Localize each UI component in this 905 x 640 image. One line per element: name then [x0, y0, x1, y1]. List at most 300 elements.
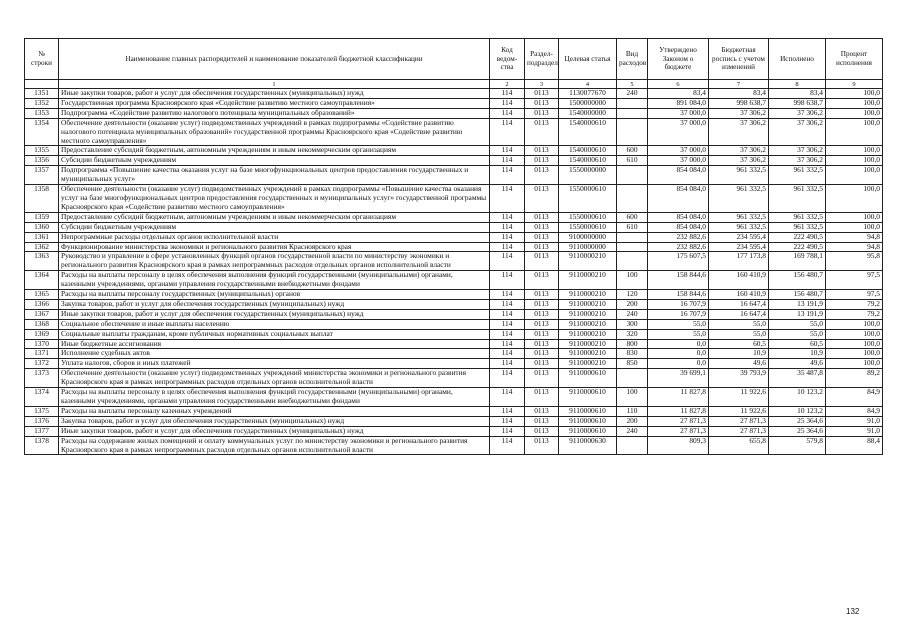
- row-name: Руководство и управление в сфере установленных функций органов государственной власти по министерству экономики и регионального развития Красноярского края в рамках непрограммных расходов отдельных органов исполнительной власти: [59, 252, 490, 271]
- row-budget-schedule: 37 306,2: [709, 118, 769, 146]
- row-executed: 13 191,9: [769, 309, 826, 319]
- row-executed: 222 490,5: [769, 232, 826, 242]
- row-name: Функционирование министерства экономики и регионального развития Красноярского края: [59, 242, 490, 252]
- row-budget-schedule: 998 638,7: [709, 98, 769, 108]
- row-name: Уплата налогов, сборов и иных платежей: [59, 359, 490, 369]
- row-approved: 39 699,1: [648, 369, 709, 388]
- header-number-3: 3: [525, 80, 559, 89]
- table-row: [25, 118, 883, 146]
- row-budget-schedule: 961 332,5: [709, 222, 769, 232]
- row-number: 1370: [25, 339, 59, 349]
- row-percent: 88,4: [826, 436, 883, 455]
- row-section: 0113: [525, 89, 559, 99]
- row-expense-type: 240: [617, 309, 648, 319]
- row-percent: 100,0: [826, 185, 883, 213]
- row-executed: 55,0: [769, 329, 826, 339]
- row-executed: 25 364,6: [769, 416, 826, 426]
- table-row: [25, 185, 883, 213]
- row-name: Расходы на выплаты персоналу государственных (муниципальных) органов: [59, 290, 490, 300]
- row-number: 1360: [25, 222, 59, 232]
- row-executed: 35 487,8: [769, 369, 826, 388]
- row-target-article: 1550000610: [559, 222, 617, 232]
- row-number: 1373: [25, 369, 59, 388]
- row-target-article: 9110000610: [559, 406, 617, 416]
- row-target-article: 9110000610: [559, 416, 617, 426]
- row-section: 0113: [525, 118, 559, 146]
- row-executed: 55,0: [769, 319, 826, 329]
- row-budget-schedule: 39 793,9: [709, 369, 769, 388]
- row-approved: 11 827,8: [648, 388, 709, 407]
- table-body: [25, 89, 883, 455]
- row-target-article: 1130077670: [559, 89, 617, 99]
- row-approved: 891 084,0: [648, 98, 709, 108]
- table-row: [25, 222, 883, 232]
- row-executed: 25 364,6: [769, 426, 826, 436]
- row-expense-type: [617, 185, 648, 213]
- row-percent: 100,0: [826, 146, 883, 156]
- budget-report-sheet: [24, 38, 882, 455]
- header-index-blank: [25, 80, 59, 89]
- table-row: [25, 349, 883, 359]
- table-row: [25, 166, 883, 185]
- row-approved: 854 084,0: [648, 166, 709, 185]
- table-row: [25, 369, 883, 388]
- table-row: [25, 309, 883, 319]
- row-budget-schedule: 961 332,5: [709, 212, 769, 222]
- row-target-article: 9110000630: [559, 436, 617, 455]
- row-budget-schedule: 11 922,6: [709, 388, 769, 407]
- row-target-article: 1540000000: [559, 108, 617, 118]
- row-percent: 91,0: [826, 416, 883, 426]
- row-percent: 79,2: [826, 299, 883, 309]
- row-target-article: 9110000610: [559, 426, 617, 436]
- row-number: 1357: [25, 166, 59, 185]
- row-percent: 100,0: [826, 349, 883, 359]
- row-expense-type: [617, 242, 648, 252]
- row-name: Иные закупки товаров, работ и услуг для обеспечения государственных (муниципальных) нужд: [59, 309, 490, 319]
- row-section: 0113: [525, 299, 559, 309]
- row-approved: 0,0: [648, 349, 709, 359]
- page-number: 132: [846, 607, 860, 616]
- row-department-code: 114: [490, 359, 525, 369]
- row-expense-type: [617, 108, 648, 118]
- row-executed: 60,5: [769, 339, 826, 349]
- row-department-code: 114: [490, 252, 525, 271]
- row-executed: 49,6: [769, 359, 826, 369]
- row-target-article: 9110000210: [559, 329, 617, 339]
- row-target-article: 9110000210: [559, 359, 617, 369]
- row-name: Подпрограмма «Повышение качества оказания услуг на базе многофункциональных центров предоставления государственных и муниципальных услуг»: [59, 166, 490, 185]
- row-approved: 27 871,3: [648, 426, 709, 436]
- table-row: [25, 212, 883, 222]
- row-percent: 100,0: [826, 212, 883, 222]
- row-percent: 100,0: [826, 222, 883, 232]
- row-department-code: 114: [490, 98, 525, 108]
- row-section: 0113: [525, 108, 559, 118]
- row-section: 0113: [525, 242, 559, 252]
- row-name: Обеспечение деятельности (оказание услуг) подведомственных учреждений министерства экономики и регионального развития Красноярского края в рамках непрограммных расходов отдельных органов исполнительной власти: [59, 369, 490, 388]
- row-name: Подпрограмма «Содействие развитию налогового потенциала муниципальных образований»: [59, 108, 490, 118]
- row-expense-type: [617, 98, 648, 108]
- row-percent: 94,8: [826, 232, 883, 242]
- row-number: 1355: [25, 146, 59, 156]
- row-approved: 0,0: [648, 359, 709, 369]
- header-target-article: Целевая статья: [559, 39, 617, 80]
- row-name: Социальное обеспечение и иные выплаты населению: [59, 319, 490, 329]
- row-department-code: 114: [490, 271, 525, 290]
- row-budget-schedule: 234 595,4: [709, 232, 769, 242]
- row-executed: 961 332,5: [769, 166, 826, 185]
- table-row: [25, 319, 883, 329]
- table-row: [25, 146, 883, 156]
- row-expense-type: 830: [617, 349, 648, 359]
- table-row: [25, 416, 883, 426]
- row-expense-type: 240: [617, 89, 648, 99]
- row-percent: 84,9: [826, 388, 883, 407]
- row-name: Предоставление субсидий бюджетным, автономным учреждениям и иным некоммерческим организациям: [59, 146, 490, 156]
- row-budget-schedule: 961 332,5: [709, 185, 769, 213]
- row-department-code: 114: [490, 309, 525, 319]
- header-budget-schedule: Бюджетная роспись с учетом изменений: [709, 39, 769, 80]
- table-row: [25, 339, 883, 349]
- row-percent: 91,0: [826, 426, 883, 436]
- row-executed: 37 306,2: [769, 118, 826, 146]
- row-expense-type: 600: [617, 146, 648, 156]
- row-name: Социальные выплаты гражданам, кроме публичных нормативных социальных выплат: [59, 329, 490, 339]
- row-number: 1376: [25, 416, 59, 426]
- row-expense-type: 240: [617, 426, 648, 436]
- row-section: 0113: [525, 406, 559, 416]
- row-executed: 961 332,5: [769, 185, 826, 213]
- table-row: [25, 252, 883, 271]
- row-number: 1356: [25, 156, 59, 166]
- row-name: Расходы на выплаты персоналу казенных учреждений: [59, 406, 490, 416]
- header-row-number: № строки: [25, 39, 59, 80]
- row-department-code: 114: [490, 426, 525, 436]
- row-name: Предоставление субсидий бюджетным, автономным учреждениям и иным некоммерческим организациям: [59, 212, 490, 222]
- row-number: 1364: [25, 271, 59, 290]
- row-name: Иные бюджетные ассигнования: [59, 339, 490, 349]
- row-percent: 100,0: [826, 118, 883, 146]
- header-number-7: 7: [709, 80, 769, 89]
- row-budget-schedule: 16 647,4: [709, 299, 769, 309]
- row-expense-type: [617, 166, 648, 185]
- row-section: 0113: [525, 212, 559, 222]
- row-percent: 79,2: [826, 309, 883, 319]
- row-number: 1371: [25, 349, 59, 359]
- row-name: Расходы на выплаты персоналу в целях обеспечения выполнения функций государственными (муниципальными) органами, казенными учреждениями, органами управления государственными внебюджетными фондами: [59, 271, 490, 290]
- table-row: [25, 108, 883, 118]
- row-number: 1359: [25, 212, 59, 222]
- row-expense-type: 800: [617, 339, 648, 349]
- row-budget-schedule: 234 595,4: [709, 242, 769, 252]
- row-approved: 37 000,0: [648, 118, 709, 146]
- row-target-article: 9110000610: [559, 388, 617, 407]
- row-executed: 37 306,2: [769, 156, 826, 166]
- row-budget-schedule: 60,5: [709, 339, 769, 349]
- row-target-article: 1550000610: [559, 212, 617, 222]
- row-target-article: 1540000610: [559, 118, 617, 146]
- row-department-code: 114: [490, 339, 525, 349]
- row-expense-type: 200: [617, 299, 648, 309]
- header-approved: Утверждено Законом о бюджете: [648, 39, 709, 80]
- row-section: 0113: [525, 290, 559, 300]
- table-row: [25, 359, 883, 369]
- row-approved: 16 707,9: [648, 309, 709, 319]
- row-department-code: 114: [490, 212, 525, 222]
- row-budget-schedule: 961 332,5: [709, 166, 769, 185]
- row-percent: 97,5: [826, 271, 883, 290]
- row-section: 0113: [525, 359, 559, 369]
- row-department-code: 114: [490, 222, 525, 232]
- row-percent: 94,8: [826, 242, 883, 252]
- row-executed: 37 306,2: [769, 108, 826, 118]
- row-department-code: 114: [490, 388, 525, 407]
- row-expense-type: 100: [617, 388, 648, 407]
- header-name: Наименование главных распорядителей и наименование показателей бюджетной классификации: [59, 39, 490, 80]
- row-approved: 37 000,0: [648, 156, 709, 166]
- table-row: [25, 89, 883, 99]
- row-budget-schedule: 49,6: [709, 359, 769, 369]
- row-name: Расходы на содержание жилых помещений и оплату коммунальных услуг по министерству экономики и регионального развития Красноярского края в рамках непрограммных расходов отдельных органов исполнительной власти: [59, 436, 490, 455]
- row-number: 1351: [25, 89, 59, 99]
- row-budget-schedule: 55,0: [709, 319, 769, 329]
- row-name: Государственная программа Красноярского края «Содействие развитию местного самоуправления»: [59, 98, 490, 108]
- table-row: [25, 299, 883, 309]
- row-approved: 854 084,0: [648, 185, 709, 213]
- row-section: 0113: [525, 426, 559, 436]
- row-department-code: 114: [490, 242, 525, 252]
- row-name: Закупка товаров, работ и услуг для обеспечения государственных (муниципальных) нужд: [59, 416, 490, 426]
- row-section: 0113: [525, 146, 559, 156]
- row-percent: 100,0: [826, 89, 883, 99]
- row-approved: 16 707,9: [648, 299, 709, 309]
- row-department-code: 114: [490, 232, 525, 242]
- header-department-code: Код ведом-ства: [490, 39, 525, 80]
- row-department-code: 114: [490, 89, 525, 99]
- row-name: Иные закупки товаров, работ и услуг для обеспечения государственных (муниципальных) нужд: [59, 426, 490, 436]
- row-percent: 100,0: [826, 319, 883, 329]
- row-target-article: 1550000610: [559, 185, 617, 213]
- row-budget-schedule: 160 410,9: [709, 290, 769, 300]
- row-target-article: 9110000210: [559, 309, 617, 319]
- row-target-article: 1500000000: [559, 98, 617, 108]
- row-approved: 55,0: [648, 319, 709, 329]
- table-row: [25, 290, 883, 300]
- row-executed: 83,4: [769, 89, 826, 99]
- table-row: [25, 426, 883, 436]
- row-expense-type: 300: [617, 319, 648, 329]
- row-executed: 961 332,5: [769, 212, 826, 222]
- row-number: 1354: [25, 118, 59, 146]
- row-expense-type: 100: [617, 271, 648, 290]
- row-approved: 854 084,0: [648, 212, 709, 222]
- row-percent: 100,0: [826, 359, 883, 369]
- header-section: Раздел-подраздел: [525, 39, 559, 80]
- row-expense-type: [617, 252, 648, 271]
- row-section: 0113: [525, 339, 559, 349]
- row-percent: 100,0: [826, 108, 883, 118]
- row-section: 0113: [525, 185, 559, 213]
- row-budget-schedule: 37 306,2: [709, 156, 769, 166]
- row-number: 1378: [25, 436, 59, 455]
- row-approved: 55,0: [648, 329, 709, 339]
- header-executed: Исполнено: [769, 39, 826, 80]
- row-executed: 10 123,2: [769, 388, 826, 407]
- row-executed: 961 332,5: [769, 222, 826, 232]
- header-number-2: 2: [490, 80, 525, 89]
- row-target-article: 9110000210: [559, 252, 617, 271]
- row-percent: 89,2: [826, 369, 883, 388]
- table-header: [25, 39, 883, 89]
- row-department-code: 114: [490, 118, 525, 146]
- row-budget-schedule: 83,4: [709, 89, 769, 99]
- row-section: 0113: [525, 369, 559, 388]
- row-approved: 232 882,6: [648, 242, 709, 252]
- row-executed: 13 191,9: [769, 299, 826, 309]
- row-expense-type: [617, 232, 648, 242]
- row-percent: 100,0: [826, 166, 883, 185]
- row-percent: 97,5: [826, 290, 883, 300]
- row-approved: 37 000,0: [648, 108, 709, 118]
- row-approved: 158 844,6: [648, 290, 709, 300]
- row-approved: 809,3: [648, 436, 709, 455]
- row-target-article: 9110000210: [559, 319, 617, 329]
- row-target-article: 9110000210: [559, 271, 617, 290]
- row-percent: 100,0: [826, 329, 883, 339]
- header-expense-type: Вид расходов: [617, 39, 648, 80]
- row-number: 1352: [25, 98, 59, 108]
- row-department-code: 114: [490, 146, 525, 156]
- row-name: Непрограммные расходы отдельных органов исполнительной власти: [59, 232, 490, 242]
- row-section: 0113: [525, 222, 559, 232]
- row-approved: 0,0: [648, 339, 709, 349]
- row-target-article: 9110000210: [559, 290, 617, 300]
- row-section: 0113: [525, 388, 559, 407]
- row-target-article: 9110000610: [559, 369, 617, 388]
- row-expense-type: [617, 436, 648, 455]
- row-name: Расходы на выплаты персоналу в целях обеспечения выполнения функций государственными (муниципальными) органами, казенными учреждениями, органами управления государственными внебюджетными фондами: [59, 388, 490, 407]
- row-budget-schedule: 655,8: [709, 436, 769, 455]
- row-budget-schedule: 11 922,6: [709, 406, 769, 416]
- row-number: 1358: [25, 185, 59, 213]
- row-budget-schedule: 16 647,4: [709, 309, 769, 319]
- row-executed: 156 480,7: [769, 290, 826, 300]
- row-number: 1363: [25, 252, 59, 271]
- row-number: 1375: [25, 406, 59, 416]
- row-approved: 11 827,8: [648, 406, 709, 416]
- row-name: Обеспечение деятельности (оказание услуг) подведомственных учреждений в рамках подпрограммы «Повышение качества оказания услуг на базе многофункциональных центров предоставления государственных и муниципальных услуг» государственной программы Красноярского края «Содействие развитию местного самоуправления»: [59, 185, 490, 213]
- row-executed: 222 490,5: [769, 242, 826, 252]
- row-department-code: 114: [490, 329, 525, 339]
- row-approved: 854 084,0: [648, 222, 709, 232]
- row-number: 1368: [25, 319, 59, 329]
- table-row: [25, 406, 883, 416]
- row-section: 0113: [525, 349, 559, 359]
- row-section: 0113: [525, 156, 559, 166]
- row-name: Иные закупки товаров, работ и услуг для обеспечения государственных (муниципальных) нужд: [59, 89, 490, 99]
- row-section: 0113: [525, 329, 559, 339]
- row-budget-schedule: 37 306,2: [709, 108, 769, 118]
- table-row: [25, 388, 883, 407]
- row-name: Обеспечение деятельности (оказание услуг) подведомственных учреждений в рамках подпрограммы «Содействие развитию налогового потенциала муниципальных образований» государственной программы Красноярского края «Содействие развитию местного самоуправления»: [59, 118, 490, 146]
- row-section: 0113: [525, 436, 559, 455]
- header-number-6: 6: [648, 80, 709, 89]
- row-number: 1374: [25, 388, 59, 407]
- row-budget-schedule: 27 871,3: [709, 426, 769, 436]
- row-department-code: 114: [490, 108, 525, 118]
- row-expense-type: [617, 118, 648, 146]
- row-approved: 175 607,5: [648, 252, 709, 271]
- header-number-4: 4: [559, 80, 617, 89]
- row-target-article: 9110000210: [559, 339, 617, 349]
- row-section: 0113: [525, 252, 559, 271]
- row-percent: 100,0: [826, 98, 883, 108]
- header-number-5: 5: [617, 80, 648, 89]
- row-target-article: 9110000000: [559, 242, 617, 252]
- row-number: 1369: [25, 329, 59, 339]
- row-target-article: 9110000210: [559, 299, 617, 309]
- row-executed: 579,8: [769, 436, 826, 455]
- row-approved: 232 882,6: [648, 232, 709, 242]
- row-name: Закупка товаров, работ и услуг для обеспечения государственных (муниципальных) нужд: [59, 299, 490, 309]
- row-expense-type: 200: [617, 416, 648, 426]
- row-expense-type: 610: [617, 156, 648, 166]
- row-budget-schedule: 160 410,9: [709, 271, 769, 290]
- row-target-article: 1550000000: [559, 166, 617, 185]
- row-number: 1372: [25, 359, 59, 369]
- row-number: 1377: [25, 426, 59, 436]
- row-department-code: 114: [490, 436, 525, 455]
- row-executed: 156 480,7: [769, 271, 826, 290]
- header-index-1: 1: [59, 80, 490, 89]
- row-section: 0113: [525, 232, 559, 242]
- row-expense-type: 110: [617, 406, 648, 416]
- row-section: 0113: [525, 98, 559, 108]
- row-department-code: 114: [490, 299, 525, 309]
- table-row: [25, 436, 883, 455]
- row-percent: 84,9: [826, 406, 883, 416]
- row-budget-schedule: 10,9: [709, 349, 769, 359]
- table-row: [25, 156, 883, 166]
- budget-table: [24, 38, 883, 455]
- row-executed: 10,9: [769, 349, 826, 359]
- row-percent: 100,0: [826, 156, 883, 166]
- header-number-8: 8: [769, 80, 826, 89]
- row-executed: 37 306,2: [769, 146, 826, 156]
- row-executed: 169 788,1: [769, 252, 826, 271]
- row-section: 0113: [525, 319, 559, 329]
- table-row: [25, 98, 883, 108]
- row-number: 1365: [25, 290, 59, 300]
- row-number: 1361: [25, 232, 59, 242]
- row-target-article: 1540000610: [559, 146, 617, 156]
- row-percent: 100,0: [826, 339, 883, 349]
- table-row: [25, 242, 883, 252]
- row-executed: 10 123,2: [769, 406, 826, 416]
- row-expense-type: 850: [617, 359, 648, 369]
- row-section: 0113: [525, 416, 559, 426]
- row-executed: 998 638,7: [769, 98, 826, 108]
- row-target-article: 1540000610: [559, 156, 617, 166]
- table-row: [25, 271, 883, 290]
- row-approved: 27 871,3: [648, 416, 709, 426]
- table-row: [25, 329, 883, 339]
- row-name: Субсидии бюджетным учреждениям: [59, 156, 490, 166]
- row-section: 0113: [525, 166, 559, 185]
- row-number: 1366: [25, 299, 59, 309]
- row-approved: 37 000,0: [648, 146, 709, 156]
